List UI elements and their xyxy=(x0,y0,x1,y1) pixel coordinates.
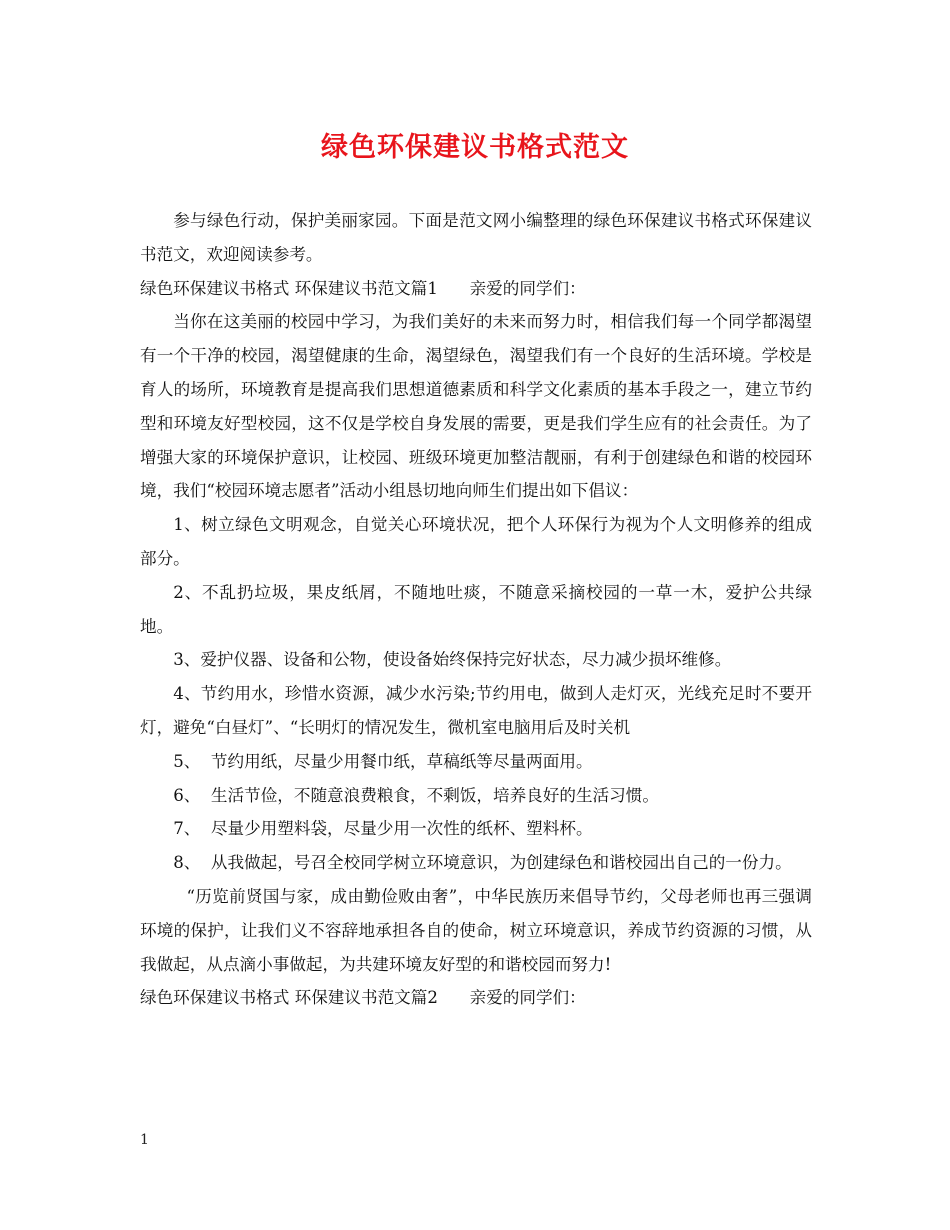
page-number: 1 xyxy=(140,1132,149,1148)
list-item: 7、 尽量少用塑料袋，尽量少用一次性的纸杯、塑料杯。 xyxy=(173,819,593,839)
document-body xyxy=(140,204,812,1015)
list-item: 5、 节约用纸，尽量少用餐巾纸，草稿纸等尽量两面用。 xyxy=(173,751,593,771)
list-item: 1、树立绿色文明观念，自觉关心环境状况，把个人环保行为视为个人文明修养的组成部分。 xyxy=(140,515,812,568)
list-item: 8、 从我做起，号召全校同学树立环境意识，为创建绿色和谐校园出自己的一份力。 xyxy=(173,853,792,873)
section-2-heading: 绿色环保建议书格式 环保建议书范文篇2 亲爱的同学们： xyxy=(140,988,586,1008)
list-item: 2、不乱扔垃圾，果皮纸屑，不随地吐痰，不随意采摘校园的一草一木，爱护公共绿地。 xyxy=(140,582,812,636)
list-item: 6、 生活节俭，不随意浪费粮食，不剩饭，培养良好的生活习惯。 xyxy=(173,785,659,805)
intro-paragraph: 参与绿色行动，保护美丽家园。下面是范文网小编整理的绿色环保建议书格式环保建议书范文，欢迎阅读参考。 xyxy=(140,211,812,264)
section-1-heading: 绿色环保建议书格式 环保建议书范文篇1 亲爱的同学们： xyxy=(140,278,586,298)
document-title: 绿色环保建议书格式范文 xyxy=(321,132,629,163)
body-paragraph-1: 当你在这美丽的校园中学习，为我们美好的未来而努力时，相信我们每一个同学都渴望有一个干净的校园，渴望健康的生命，渴望绿色，渴望我们有一个良好的生活环境。学校是育人的场所，环境教育是提高我们思想道德素质和科学文化素质的基本手段之一，建立节约型和环境友好型校园，这不仅是学校自身发展的需要，更是我们学生应有的社会责任。为了增强大家的环境保护意识，让校园、班级环境更加整洁靓丽，有利于创建绿色和谐的校园环境，我们“校园环境志愿者”活动小组恳切地向师生们提出如下倡议： xyxy=(140,312,812,501)
closing-paragraph: “历览前贤国与家，成由勤俭败由奢”，中华民族历来倡导节约，父母老师也再三强调环境的保护，让我们义不容辞地承担各自的使命，树立环境意识，养成节约资源的习惯，从我做起，从点滴小事做起，为共建环境友好型的和谐校园而努力! xyxy=(140,886,812,974)
list-item: 4、节约用水，珍惜水资源，减少水污染;节约用电，做到人走灯灭，光线充足时不要开灯，避免“白昼灯”、“长明灯的情况发生，微机室电脑用后及时关机 xyxy=(140,684,812,737)
list-item: 3、爱护仪器、设备和公物，使设备始终保持完好状态，尽力减少损坏维修。 xyxy=(173,650,732,670)
